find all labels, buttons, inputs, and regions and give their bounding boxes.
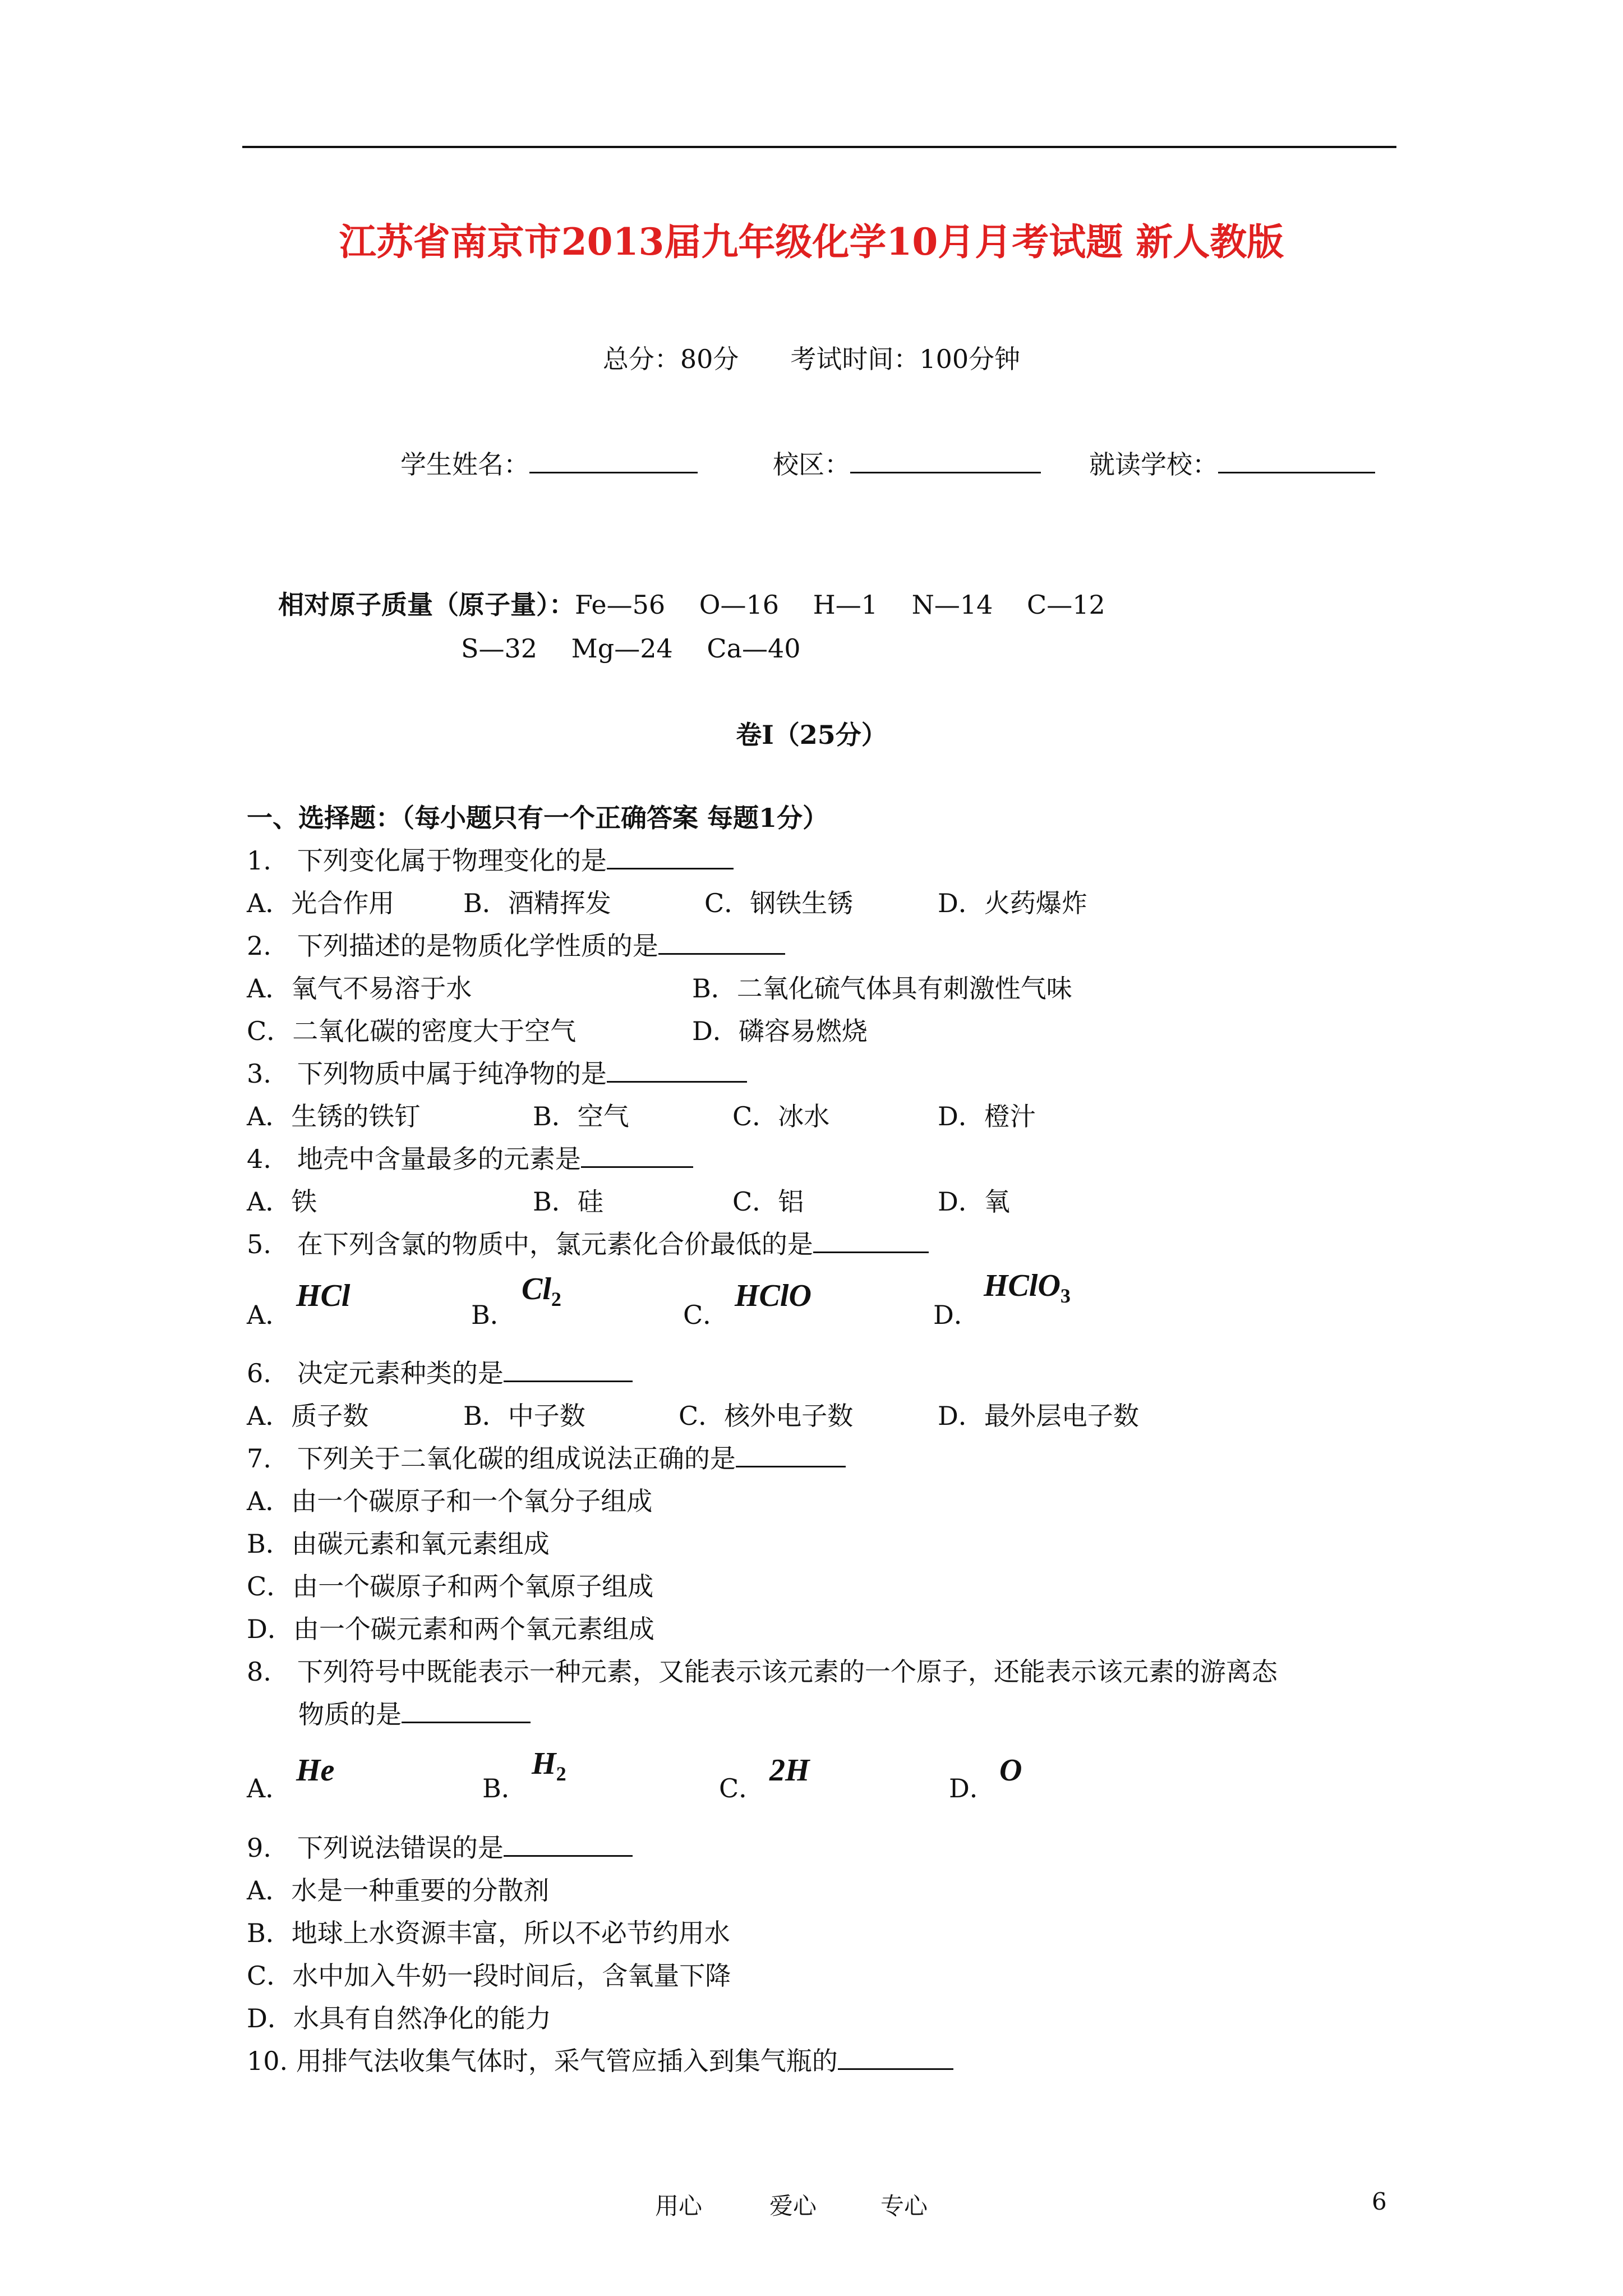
q1-option-b[interactable]: B．酒精挥发 [463, 888, 611, 918]
student-name-blank[interactable] [529, 452, 698, 473]
q5-option-b[interactable]: B． [471, 1300, 516, 1330]
answer-blank[interactable] [813, 1231, 929, 1253]
q6-option-a[interactable]: A．质子数 [247, 1401, 369, 1431]
q5-formula-d: HClO$_3$ [984, 1268, 1071, 1308]
q5-formula-c: HClO [735, 1278, 811, 1313]
student-name-field[interactable] [400, 449, 698, 480]
question-9-stem: 9. 下列说法错误的是 [247, 1832, 633, 1864]
school-blank[interactable] [1218, 452, 1375, 473]
answer-blank[interactable] [838, 2048, 953, 2070]
q9-option-d[interactable]: D．水具有自然净化的能力 [247, 2003, 551, 2033]
student-name-label: 学生姓名： [400, 449, 529, 480]
q5-formula-b: $Cl_2$ [522, 1272, 561, 1311]
atomic-mass-line2: S—32 Mg—24 Ca—40 [461, 633, 801, 664]
q3-option-b[interactable]: B．空气 [533, 1101, 629, 1131]
q1-option-d[interactable]: D．火药爆炸 [938, 888, 1087, 918]
question-5-stem: 5. 在下列含氯的物质中，氯元素化合价最低的是 [247, 1228, 929, 1260]
q4-option-c[interactable]: C．铝 [732, 1186, 804, 1217]
q1-option-c[interactable]: C．钢铁生锈 [704, 888, 854, 918]
q8-formula-d: O [999, 1753, 1022, 1788]
q8-option-a[interactable]: A． [247, 1773, 292, 1803]
q4-option-d[interactable]: D．氧 [938, 1186, 1010, 1217]
q5-option-a[interactable]: A． [247, 1300, 292, 1330]
q5-formula-a: HCl [296, 1278, 351, 1313]
question-3-stem: 3. 下列物质中属于纯净物的是 [247, 1058, 747, 1089]
school-label: 就读学校： [1089, 449, 1218, 480]
part-title: 一、选择题：（每小题只有一个正确答案 每题1分） [247, 803, 829, 833]
q8-formula-c: 2H [769, 1753, 810, 1788]
q2-option-c[interactable]: C．二氧化碳的密度大于空气 [247, 1016, 577, 1046]
q7-option-c[interactable]: C．由一个碳原子和两个氧原子组成 [247, 1571, 654, 1602]
page-number: 6 [1372, 2188, 1387, 2215]
q8-formula-a: He [296, 1753, 335, 1788]
answer-blank[interactable] [402, 1701, 531, 1723]
school-field[interactable] [1089, 449, 1375, 480]
q9-option-a[interactable]: A．水是一种重要的分散剂 [247, 1875, 550, 1906]
q1-option-a[interactable]: A．光合作用 [247, 888, 395, 918]
q5-option-d[interactable]: D． [933, 1300, 980, 1330]
answer-blank[interactable] [736, 1446, 846, 1467]
page-title: 江苏省南京市2013届九年级化学10月月考试题 新人教版 [339, 220, 1284, 264]
question-8-stem: 8. 下列符号中既能表示一种元素，又能表示该元素的一个原子，还能表示该元素的游离态 [247, 1657, 1278, 1687]
question-6-stem: 6. 决定元素种类的是 [247, 1358, 633, 1389]
question-7-stem: 7. 下列关于二氧化碳的组成说法正确的是 [247, 1443, 846, 1474]
q6-option-b[interactable]: B．中子数 [463, 1401, 585, 1431]
q4-option-b[interactable]: B．硅 [533, 1186, 603, 1217]
answer-blank[interactable] [607, 1061, 747, 1083]
footer-left: 用心 [655, 2192, 703, 2220]
section-title: 卷Ⅰ（25分） [736, 720, 887, 750]
q8-option-b[interactable]: B． [482, 1773, 527, 1803]
q8-option-d[interactable]: D． [949, 1773, 995, 1803]
q8-formula-b: $H_2$ [532, 1746, 566, 1786]
answer-blank[interactable] [658, 933, 785, 955]
footer-mid: 爱心 [769, 2192, 817, 2220]
q3-option-c[interactable]: C．冰水 [732, 1101, 830, 1131]
header-rule [242, 146, 1396, 148]
footer-right: 专心 [880, 2192, 928, 2220]
q2-option-a[interactable]: A．氧气不易溶于水 [247, 973, 472, 1004]
q6-option-c[interactable]: C．核外电子数 [679, 1401, 854, 1431]
campus-blank[interactable] [850, 452, 1041, 473]
campus-field[interactable] [773, 449, 1041, 480]
question-4-stem: 4. 地壳中含量最多的元素是 [247, 1143, 693, 1175]
atomic-mass-line1 [278, 589, 1105, 620]
q5-option-c[interactable]: C． [683, 1300, 729, 1330]
q8-option-c[interactable]: C． [719, 1773, 765, 1803]
score-time-info: 总分：80分 考试时间：100分钟 [602, 344, 1021, 374]
answer-blank[interactable] [504, 1835, 633, 1857]
q7-option-d[interactable]: D．由一个碳元素和两个氧元素组成 [247, 1614, 654, 1644]
question-8-stem-cont: 物质的是 [298, 1699, 531, 1730]
q9-option-c[interactable]: C．水中加入牛奶一段时间后，含氧量下降 [247, 1961, 731, 1991]
question-10-stem: 10. 用排气法收集气体时，采气管应插入到集气瓶的 [247, 2045, 953, 2077]
q3-option-d[interactable]: D．橙汁 [938, 1101, 1036, 1131]
q9-option-b[interactable]: B．地球上水资源丰富，所以不必节约用水 [247, 1918, 730, 1948]
q4-option-a[interactable]: A．铁 [247, 1186, 317, 1217]
atomic-mass-values1: Fe—56 O—16 H—1 N—14 C—12 [575, 590, 1105, 620]
q7-option-b[interactable]: B．由碳元素和氧元素组成 [247, 1529, 550, 1559]
atomic-mass-label: 相对原子质量（原子量）： [278, 590, 575, 620]
q7-option-a[interactable]: A．由一个碳原子和一个氧分子组成 [247, 1486, 653, 1516]
campus-label: 校区： [773, 449, 850, 480]
answer-blank[interactable] [607, 848, 734, 869]
answer-blank[interactable] [581, 1146, 693, 1168]
question-1-stem: 1. 下列变化属于物理变化的是 [247, 845, 734, 876]
q3-option-a[interactable]: A．生锈的铁钉 [247, 1101, 421, 1131]
question-2-stem: 2. 下列描述的是物质化学性质的是 [247, 930, 785, 961]
answer-blank[interactable] [504, 1360, 633, 1382]
q6-option-d[interactable]: D．最外层电子数 [938, 1401, 1139, 1431]
q2-option-b[interactable]: B．二氧化硫气体具有刺激性气味 [692, 973, 1072, 1004]
q2-option-d[interactable]: D．磷容易燃烧 [692, 1016, 868, 1046]
